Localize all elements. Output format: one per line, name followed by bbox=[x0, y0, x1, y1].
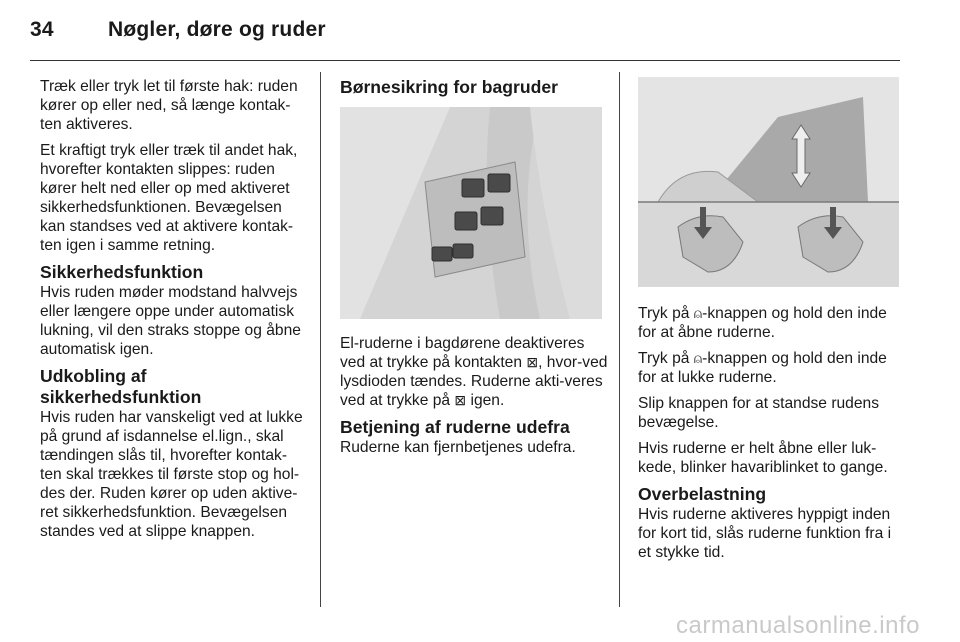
paragraph-disable-safety: Hvis ruden har vanskeligt ved at lukke på grund af isdannelse el.lign., skal tændingen slås til, hvorefter kontak-ten skal trækkes til første stop og hol-des der. Ruden kører op uden aktive-ret sikkerhedsfunktion. Bevægelsen standes ved at slippe knappen. bbox=[40, 409, 303, 540]
watermark: carmanualsonline.info bbox=[676, 612, 920, 639]
child-lock-text-c: igen. bbox=[466, 392, 505, 409]
paragraph-second-notch: Et kraftigt tryk eller træk til andet hak, hvorefter kontakten slippes: ruden kører helt ned eller op med aktiveret sikkerhedsfunktionen. Bevægelsen kan standses ved at aktivere kontak-ten igen i samme retning. bbox=[40, 142, 298, 254]
unlock-key-icon: ⍝ bbox=[693, 305, 703, 321]
heading-disable-safety: Udkobling af sikkerhedsfunktion bbox=[40, 366, 202, 407]
column-2-lower bbox=[340, 334, 608, 464]
heading-remote-operation: Betjening af ruderne udefra bbox=[340, 417, 570, 437]
remote-key-illustration bbox=[638, 77, 899, 287]
paragraph-hazard-flash: Hvis ruderne er helt åbne eller luk-kede, blinker havariblinket to gange. bbox=[638, 440, 888, 476]
child-lock-text-b: , hvor-ved lysdioden tændes. Ruderne akti-veres ved at trykke på bbox=[340, 354, 608, 409]
heading-child-lock: Børnesikring for bagruder bbox=[340, 77, 558, 97]
paragraph-open-windows bbox=[638, 304, 904, 342]
page-title: Nøgler, døre og ruder bbox=[108, 18, 326, 41]
column-1 bbox=[40, 77, 306, 548]
remote-key-figure bbox=[638, 77, 899, 287]
heading-safety-function: Sikkerhedsfunktion bbox=[40, 262, 204, 282]
paragraph-close-windows bbox=[638, 349, 904, 387]
column-divider-1 bbox=[320, 72, 321, 607]
header-divider bbox=[30, 60, 900, 61]
door-panel-figure bbox=[340, 107, 602, 319]
open-text-a: Tryk på bbox=[638, 305, 690, 322]
open-text-b: -knappen og hold den inde for at åbne ruderne. bbox=[638, 305, 887, 341]
paragraph-child-lock bbox=[340, 334, 608, 410]
close-text-b: -knappen og hold den inde for at lukke ruderne. bbox=[638, 350, 887, 386]
paragraph-safety-function: Hvis ruden møder modstand halvvejs eller længere oppe under automatisk lukning, vil den straks stoppe og åbne automatisk igen. bbox=[40, 284, 301, 358]
column-2 bbox=[340, 77, 606, 98]
page-number: 34 bbox=[30, 18, 54, 41]
page-header bbox=[30, 18, 326, 42]
paragraph-stop-movement: Slip knappen for at standse rudens bevægelse. bbox=[638, 395, 879, 431]
column-divider-2 bbox=[619, 72, 620, 607]
column-3-text bbox=[638, 304, 904, 569]
paragraph-overload: Hvis ruderne aktiveres hyppigt inden for kort tid, slås ruderne funktion fra i et stykke tid. bbox=[638, 506, 892, 561]
lock-key-icon: ⍝ bbox=[693, 350, 703, 366]
child-lock-window-icon: ⊠ bbox=[526, 354, 539, 370]
paragraph-remote-operation: Ruderne kan fjernbetjenes udefra. bbox=[340, 439, 576, 456]
paragraph-first-notch: Træk eller tryk let til første hak: ruden kører op eller ned, så længe kontak-ten aktiveres. bbox=[40, 78, 298, 133]
child-lock-window-icon: ⊠ bbox=[454, 392, 467, 408]
child-lock-text-a: El-ruderne i bagdørene deaktiveres ved at trykke på kontakten bbox=[340, 335, 585, 371]
heading-overload: Overbelastning bbox=[638, 484, 767, 504]
close-text-a: Tryk på bbox=[638, 350, 690, 367]
door-switch-illustration bbox=[340, 107, 602, 319]
